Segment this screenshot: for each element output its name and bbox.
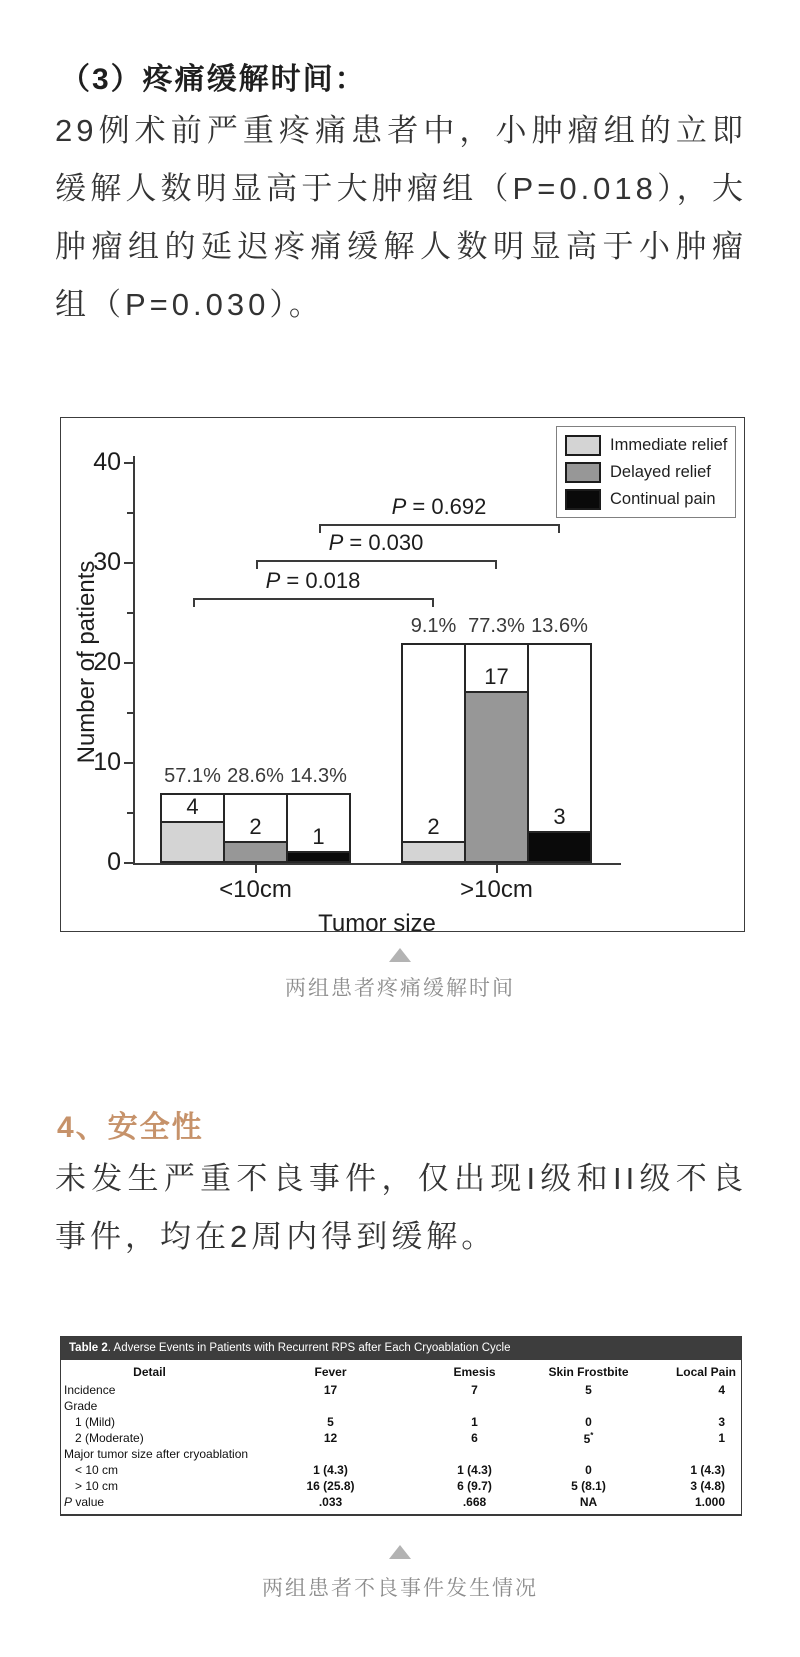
y-minor-tick (127, 712, 133, 714)
cell-value: 0 (585, 1463, 592, 1477)
bar-count-label: 1 (312, 824, 325, 849)
column-header: Emesis (453, 1365, 496, 1379)
cell-value: 17 (323, 1383, 338, 1397)
column-header: Detail (133, 1365, 166, 1379)
bar-count-label: 2 (427, 814, 440, 839)
x-axis-title: Tumor size (318, 910, 436, 937)
y-tick-label: 10 (93, 748, 121, 776)
cell-value: 16 (25.8) (306, 1479, 355, 1493)
bar-fill-immediate-relief (162, 821, 223, 861)
cell-value: 1 (4.3) (690, 1463, 725, 1477)
p-value-label: P = 0.692 (391, 494, 487, 519)
adverse-events-table (60, 1336, 742, 1516)
cell-value: 6 (471, 1431, 478, 1445)
cell-value: 4 (718, 1383, 725, 1397)
cell-value: 5 (585, 1383, 592, 1397)
table-title (61, 1337, 741, 1360)
y-minor-tick (127, 612, 133, 614)
cell-value: 3 (4.8) (690, 1479, 725, 1493)
row-label: P value (64, 1495, 105, 1509)
legend-label: Delayed relief (610, 462, 711, 481)
table-title-text: . Adverse Events in Patients with Recurrent RPS after Each Cryoablation Cycle (107, 1342, 511, 1354)
legend-swatch (565, 435, 601, 456)
cell-value: 5* (583, 1430, 594, 1446)
table-row (61, 1446, 741, 1462)
y-major-tick (124, 762, 133, 764)
bar-percent-label: 28.6% (227, 765, 284, 787)
p-value-bracket (256, 560, 497, 569)
adverse-events-table-body (61, 1360, 741, 1514)
table-row (61, 1462, 741, 1478)
figure-caption: 两组患者疼痛缓解时间 (285, 977, 515, 1000)
x-tick (496, 865, 498, 873)
row-label: Grade (64, 1399, 98, 1413)
row-label: Major tumor size after cryoablation (64, 1447, 249, 1461)
cell-value: 1 (718, 1431, 725, 1445)
column-header: Local Pain (675, 1365, 736, 1379)
x-category-label: <10cm (219, 876, 292, 903)
cell-value: 5 (8.1) (571, 1479, 606, 1493)
row-label: 1 (Mild) (75, 1415, 116, 1429)
pain-relief-paragraph: 29例术前严重疼痛患者中，小肿瘤组的立即缓解人数明显高于大肿瘤组（P=0.018），大肿瘤组的延迟疼痛缓解人数明显高于小肿瘤组（P=0.030）。 (55, 113, 747, 322)
stacked-bar-outline (527, 643, 592, 863)
y-tick-label: 20 (93, 648, 121, 676)
column-header: Fever (314, 1365, 347, 1379)
bar-percent-label: 9.1% (410, 615, 457, 637)
bar-count-label: 2 (249, 814, 262, 839)
cell-value: 6 (9.7) (457, 1479, 492, 1493)
legend-row (565, 487, 727, 511)
y-major-tick (124, 662, 133, 664)
cell-value: NA (579, 1495, 598, 1509)
figure-caption-marker-icon (389, 948, 411, 962)
cell-value: 1 (471, 1415, 478, 1429)
y-major-tick (124, 562, 133, 564)
pain-relief-heading: （3）疼痛缓解时间： (60, 63, 367, 96)
table-row (61, 1398, 741, 1414)
y-axis-title: Number of patients (73, 560, 100, 764)
legend-swatch (565, 462, 601, 483)
legend-label: Immediate relief (610, 435, 728, 454)
bar-fill-delayed-relief (466, 691, 527, 861)
bar-fill-delayed-relief (225, 841, 286, 861)
cell-value: 7 (471, 1383, 478, 1397)
p-value-bracket (319, 524, 560, 533)
bar-fill-immediate-relief (403, 841, 464, 861)
table-row (61, 1414, 741, 1430)
row-label: < 10 cm (75, 1463, 119, 1477)
y-minor-tick (127, 812, 133, 814)
bar-percent-label: 77.3% (468, 615, 525, 637)
bar-fill-continual-pain (288, 851, 349, 861)
bar-count-label: 3 (553, 804, 566, 829)
bar-count-label: 4 (186, 794, 199, 819)
x-category-label: >10cm (460, 876, 533, 903)
legend-label: Continual pain (610, 489, 716, 508)
cell-value: 1.000 (694, 1495, 725, 1509)
bar-count-label: 17 (484, 664, 509, 689)
column-header: Skin Frostbite (548, 1365, 629, 1379)
table-header-row (61, 1362, 741, 1382)
p-value-bracket (193, 598, 434, 607)
table-row (61, 1494, 741, 1510)
cell-value: 5 (327, 1415, 334, 1429)
bar-fill-continual-pain (529, 831, 590, 861)
cell-value: .668 (462, 1495, 487, 1509)
cell-value: 1 (4.3) (457, 1463, 492, 1477)
bar-percent-label: 57.1% (164, 765, 221, 787)
bar-percent-label: 14.3% (290, 765, 347, 787)
y-tick-label: 0 (107, 848, 121, 876)
table-title-number: Table 2 (69, 1342, 108, 1354)
cell-value: 1 (4.3) (313, 1463, 348, 1477)
table-caption-marker-icon (389, 1545, 411, 1559)
cell-value: 0 (585, 1415, 592, 1429)
table-row (61, 1430, 741, 1446)
x-axis-line (133, 863, 621, 865)
y-major-tick (124, 462, 133, 464)
cell-value: 3 (718, 1415, 725, 1429)
p-value-label: P = 0.030 (328, 530, 424, 555)
y-minor-tick (127, 512, 133, 514)
bar-percent-label: 13.6% (531, 615, 588, 637)
table-row (61, 1382, 741, 1398)
safety-heading: 4、安全性 (57, 1111, 204, 1144)
p-value-label: P = 0.018 (265, 568, 361, 593)
cell-value: 12 (323, 1431, 338, 1445)
y-tick-label: 30 (93, 548, 121, 576)
y-axis-line (133, 456, 135, 865)
safety-paragraph: 未发生严重不良事件，仅出现I级和II级不良事件，均在2周内得到缓解。 (55, 1161, 747, 1254)
legend-row (565, 460, 727, 484)
legend-row (565, 433, 727, 457)
y-tick-label: 40 (93, 448, 121, 476)
row-label: 2 (Moderate) (75, 1431, 144, 1445)
pain-relief-figure (60, 417, 745, 937)
row-label: Incidence (64, 1383, 116, 1397)
table-caption: 两组患者不良事件发生情况 (262, 1577, 538, 1600)
row-label: > 10 cm (75, 1479, 119, 1493)
x-tick (255, 865, 257, 873)
legend-swatch (565, 489, 601, 510)
y-major-tick (124, 862, 133, 864)
chart-legend (556, 426, 736, 518)
cell-value: .033 (318, 1495, 343, 1509)
table-row (61, 1478, 741, 1494)
